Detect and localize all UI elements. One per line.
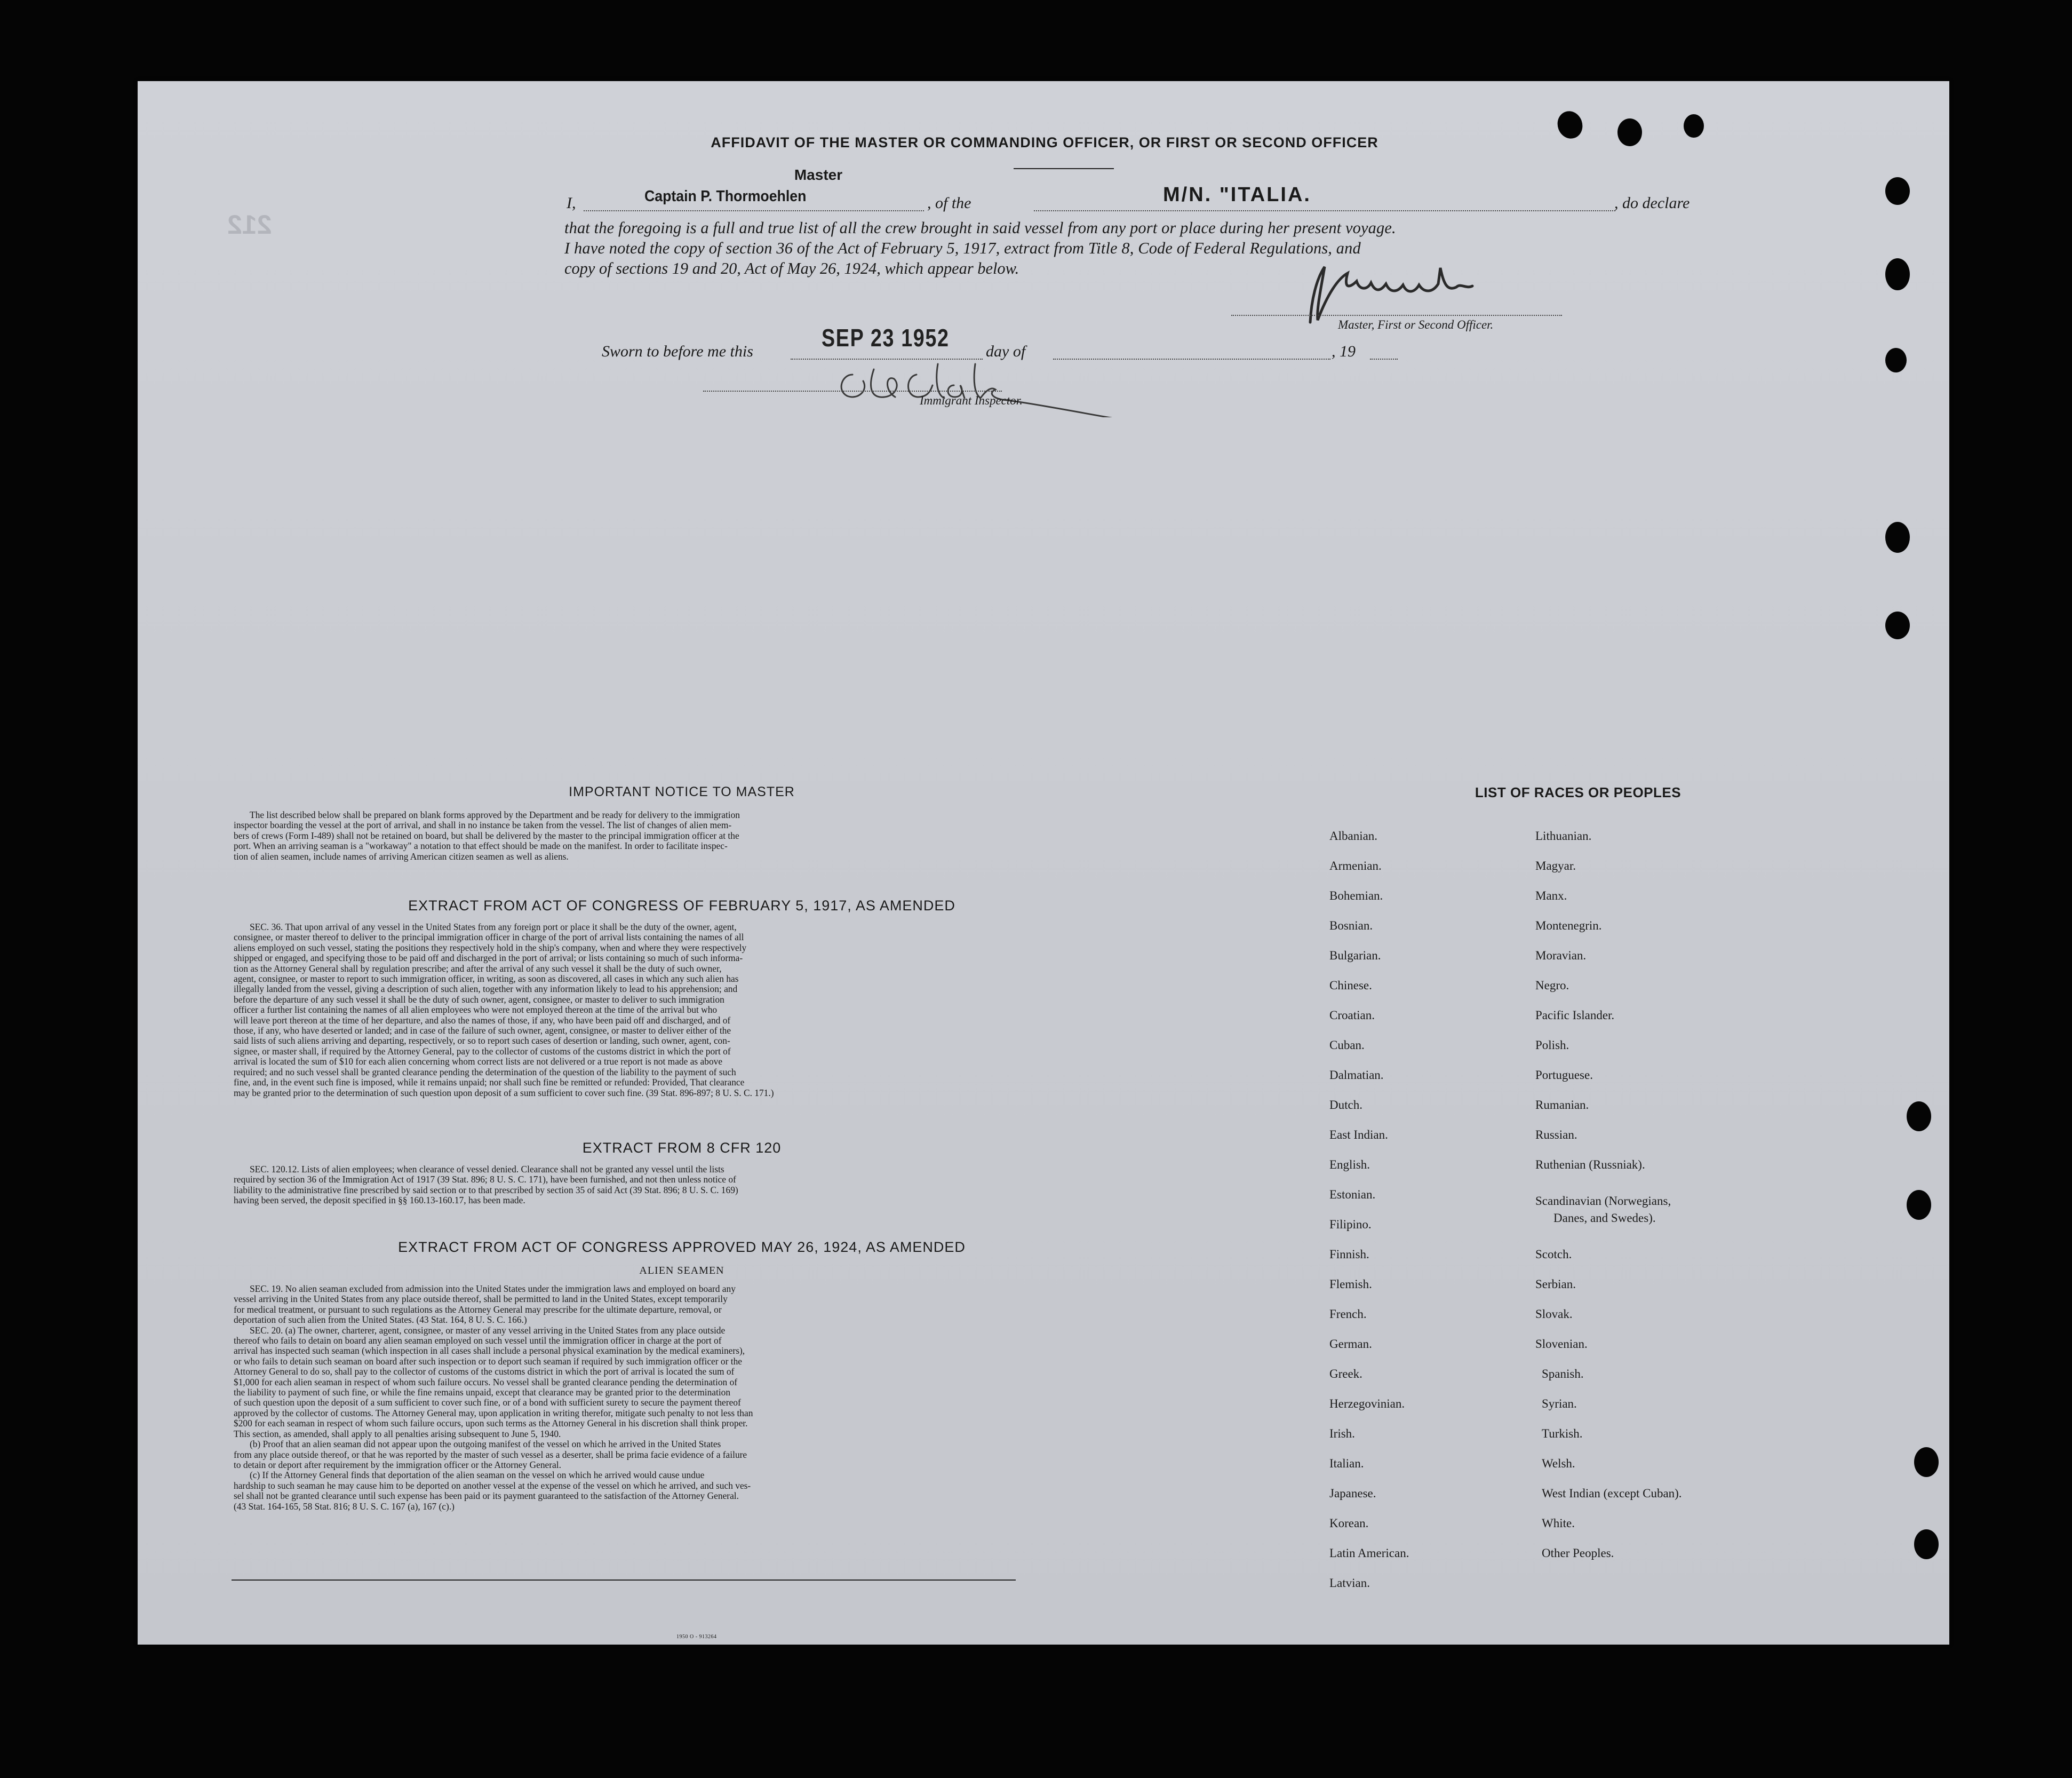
race-item: Welsh. bbox=[1542, 1457, 1575, 1470]
extract-1917-line: agent, consignee, or master to report to such immigration officer, in writing, as soon as discovered, all cases in which any such alien has bbox=[234, 973, 739, 985]
punch-hole bbox=[1617, 118, 1642, 146]
cfr-line: liability to the administrative fine prescribed by said section or to that prescribed by section 35 of said Act (39 Stat. 896; 8 U. S. C. 169) bbox=[234, 1184, 738, 1195]
extract-1917-line: said lists of such aliens arriving and departing, respectively, or so to report such cases of desertion or landing, such owner, agent, con- bbox=[234, 1035, 730, 1046]
extract-1924-line: (43 Stat. 164-165, 58 Stat. 816; 8 U. S. C. 167 (a), 167 (c).) bbox=[234, 1501, 455, 1512]
race-item: Moravian. bbox=[1535, 949, 1587, 962]
race-item: Finnish. bbox=[1329, 1248, 1369, 1261]
race-item: Polish. bbox=[1535, 1038, 1569, 1052]
race-item: West Indian (except Cuban). bbox=[1542, 1487, 1682, 1500]
race-item: Turkish. bbox=[1542, 1427, 1583, 1440]
race-item: Cuban. bbox=[1329, 1038, 1365, 1052]
race-item: Dutch. bbox=[1329, 1098, 1362, 1112]
notice-line: tion of alien seamen, include names of arriving American citizen seamen as well as aliens. bbox=[234, 851, 569, 862]
race-item: Estonian. bbox=[1329, 1188, 1376, 1201]
sworn-label: Sworn to before me this bbox=[602, 343, 753, 360]
extract-1917-line: tion as the Attorney General shall by regulation prescribe; and after the arrival of any such vessel it shall be the duty of such owner, bbox=[234, 963, 722, 974]
punch-hole bbox=[1684, 114, 1704, 138]
race-item: French. bbox=[1329, 1307, 1367, 1321]
race-item: Bosnian. bbox=[1329, 919, 1373, 932]
race-item: Filipino. bbox=[1329, 1218, 1372, 1231]
race-item: Ruthenian (Russniak). bbox=[1535, 1158, 1645, 1171]
race-item: Japanese. bbox=[1329, 1487, 1376, 1500]
punch-hole bbox=[1914, 1529, 1939, 1559]
extract-1917-line: will leave port thereon at the time of her departure, and also the names of those, if any, who have been paid off and discharged, and of bbox=[234, 1014, 731, 1026]
race-item: Serbian. bbox=[1535, 1277, 1576, 1291]
race-item: Scotch. bbox=[1535, 1248, 1572, 1261]
race-item: Negro. bbox=[1535, 979, 1569, 992]
extract-1924-line: SEC. 19. No alien seaman excluded from admission into the United States under the immigration laws and employed on board any bbox=[250, 1283, 736, 1294]
notice-title: IMPORTANT NOTICE TO MASTER bbox=[569, 784, 795, 799]
notice-line: bers of crews (Form I-489) shall not be retained on board, but shall be delivered by the master to the principal immigration officer at the bbox=[234, 830, 739, 841]
notice-line: inspector boarding the vessel at the port of arrival, and shall in no instance be taken from the vessel. The list of changes of alien mem- bbox=[234, 820, 732, 831]
race-item: Slovenian. bbox=[1535, 1337, 1588, 1351]
cfr-line: SEC. 120.12. Lists of alien employees; when clearance of vessel denied. Clearance shall not be granted any vessel until the lists bbox=[250, 1164, 724, 1174]
extract-1917-line: those, if any, who have deserted or landed; and in case of the failure of such owner, agent, consignee, or master to deliver either of the bbox=[234, 1025, 731, 1036]
extract-1924-line: This section, as amended, shall apply to all penalties arising subsequent to June 5, 1940. bbox=[234, 1428, 561, 1439]
race-item: Russian. bbox=[1535, 1128, 1577, 1141]
extract-1924-line: SEC. 20. (a) The owner, charterer, agent, consignee, or master of any vessel arriving in the United States from any place outside bbox=[250, 1324, 726, 1336]
master-signature bbox=[1301, 257, 1674, 327]
race-item: Manx. bbox=[1535, 889, 1567, 902]
race-item: Chinese. bbox=[1329, 979, 1372, 992]
race-item: Pacific Islander. bbox=[1535, 1009, 1615, 1022]
race-item: Latvian. bbox=[1329, 1576, 1370, 1590]
document-page bbox=[138, 81, 1949, 1645]
print-footnote: 1950 O - 913264 bbox=[676, 1634, 717, 1640]
race-item: Portuguese. bbox=[1535, 1068, 1593, 1082]
race-item: Albanian. bbox=[1329, 829, 1378, 843]
extract-1924-line: for medical treatment, or pursuant to such regulations as the Attorney General may prescribe for the ultimate departure, removal, or bbox=[234, 1304, 722, 1315]
race-item: Bohemian. bbox=[1329, 889, 1383, 902]
affidavit-body-2: I have noted the copy of section 36 of the Act of February 5, 1917, extract from Title 8, Code of Federal Regulations, and bbox=[564, 239, 1361, 257]
race-item: German. bbox=[1329, 1337, 1372, 1351]
inspector-caption: Immigrant Inspector. bbox=[920, 394, 1023, 407]
extract-1917-line: officer a further list containing the names of all alien employees who were not employed thereon at the time of the arrival but who bbox=[234, 1004, 718, 1015]
punch-hole bbox=[1885, 258, 1910, 290]
race-item: East Indian. bbox=[1329, 1128, 1388, 1141]
race-item: Other Peoples. bbox=[1542, 1546, 1614, 1560]
vessel-name: M/N. "ITALIA. bbox=[1163, 184, 1311, 206]
extract-1924-line: (c) If the Attorney General finds that deportation of the alien seaman on the vessel on which he arrived would cause undue bbox=[250, 1470, 705, 1481]
extract-1924-line: $200 for each seaman in respect of whom such failure occurs, upon such terms as the Attorney General in his discretion shall think proper. bbox=[234, 1418, 748, 1429]
extract-1924-line: deportation of such alien from the United States. (43 Stat. 164, 8 U. S. C. 166.) bbox=[234, 1314, 527, 1325]
extract-1924-line: of such question upon the deposit of a sum sufficient to cover such fine, or of a bond with sufficient surety to secure the payment thereof bbox=[234, 1397, 741, 1408]
punch-hole bbox=[1885, 522, 1910, 553]
race-item: Rumanian. bbox=[1535, 1098, 1589, 1112]
extract-1924-line: arrival has inspected such seaman (which inspection in all cases shall include a personal physical examination by the medical examiners), bbox=[234, 1345, 745, 1356]
punch-hole bbox=[1885, 348, 1907, 372]
race-item: Latin American. bbox=[1329, 1546, 1409, 1560]
title-rule bbox=[1014, 168, 1114, 169]
extract-1924-line: hardship to such seaman he may cause him to be deported on another vessel at the expense of the vessel on which he arrived, and such ves- bbox=[234, 1480, 751, 1491]
race-item: Italian. bbox=[1329, 1457, 1364, 1470]
signature-line bbox=[1231, 315, 1562, 316]
race-item: Magyar. bbox=[1535, 859, 1576, 872]
race-item: Scandinavian (Norwegians, bbox=[1535, 1194, 1671, 1208]
race-item: Bulgarian. bbox=[1329, 949, 1381, 962]
extract-1924-subtitle: ALIEN SEAMEN bbox=[639, 1265, 724, 1276]
extract-1924-line: thereof who fails to detain on board any alien seaman employed on such vessel until the immigration officer in charge at the port of bbox=[234, 1335, 722, 1346]
notice-body bbox=[234, 810, 1141, 862]
cfr-title: EXTRACT FROM 8 CFR 120 bbox=[582, 1140, 782, 1156]
extract-1924-line: sel shall not be granted clearance until such expense has been paid or its payment guaranteed to the satisfaction of the Attorney General. bbox=[234, 1490, 739, 1502]
punch-hole bbox=[1885, 177, 1910, 205]
officer-rank: Master bbox=[794, 166, 843, 183]
extract-1924-line: or who fails to detain such seaman on board after such inspection or to deport such seaman if required by such immigration officer or the bbox=[234, 1355, 742, 1367]
race-item: Herzegovinian. bbox=[1329, 1397, 1405, 1410]
race-item: Syrian. bbox=[1542, 1397, 1577, 1410]
officer-name-line bbox=[584, 210, 924, 211]
extract-1917-line: consignee, or master thereof to deliver to the principal immigration officer in charge of the port of arrival lists containing the names of all bbox=[234, 932, 744, 943]
race-item: Dalmatian. bbox=[1329, 1068, 1384, 1082]
punch-hole bbox=[1907, 1101, 1931, 1131]
punch-hole bbox=[1914, 1447, 1939, 1477]
affidavit-body-3: copy of sections 19 and 20, Act of May 26, 1924, which appear below. bbox=[564, 259, 1019, 277]
punch-hole bbox=[1907, 1190, 1931, 1220]
cfr-line: having been served, the deposit specified in §§ 160.13-160.17, has been made. bbox=[234, 1195, 525, 1206]
extract-1924-line: (b) Proof that an alien seaman did not appear upon the outgoing manifest of the vessel on which he arrived in the United States bbox=[250, 1439, 721, 1450]
extract-1924-body bbox=[234, 1284, 1141, 1512]
extract-1917-line: arrival is located the sum of $10 for each alien concerning whom correct lists are not delivered or a true report is not made as above bbox=[234, 1056, 723, 1067]
extract-1917-line: fine, and, in the event such fine is imposed, while it remains unpaid; nor shall such fine be remitted or refunded: Provided, That clearance bbox=[234, 1077, 745, 1088]
inspector-signature bbox=[826, 353, 1253, 417]
extract-1917-line: aliens employed on such vessel, stating the positions they respectively hold in the ship's company, when and where they were respectively bbox=[234, 942, 747, 953]
bleed-through-number: 212 bbox=[227, 210, 272, 240]
notice-line: port. When an arriving seaman is a "workaway" a notation to that effect should be made on the manifest. In order to facilitate inspec- bbox=[234, 840, 728, 852]
affidavit-title: AFFIDAVIT OF THE MASTER OR COMMANDING OFFICER, OR FIRST OR SECOND OFFICER bbox=[711, 134, 1378, 150]
extract-1924-line: from any place outside thereof, or that he was reported by the master of such vessel as a deserter, shall be prima facie evidence of a failure bbox=[234, 1449, 747, 1460]
race-item: White. bbox=[1542, 1517, 1575, 1530]
race-item: Korean. bbox=[1329, 1517, 1369, 1530]
do-declare: , do declare bbox=[1614, 194, 1690, 212]
extract-1924-title: EXTRACT FROM ACT OF CONGRESS APPROVED MAY 26, 1924, AS AMENDED bbox=[398, 1239, 966, 1255]
race-item: Danes, and Swedes). bbox=[1553, 1211, 1656, 1225]
inspector-line bbox=[703, 391, 1002, 392]
race-item: Spanish. bbox=[1542, 1367, 1584, 1380]
extract-1917-line: may be granted prior to the determination of such question upon deposit of a sum sufficient to cover such fine. (39 Stat. 896-897; 8 U. S. C. 171.) bbox=[234, 1087, 774, 1098]
race-item: English. bbox=[1329, 1158, 1370, 1171]
race-item: Lithuanian. bbox=[1535, 829, 1592, 843]
affidavit-of-the: , of the bbox=[927, 194, 971, 212]
extract-1924-line: Attorney General to do so, shall pay to the collector of customs of the customs district in which the port of arrival is located the sum of bbox=[234, 1366, 735, 1377]
races-title: LIST OF RACES OR PEOPLES bbox=[1475, 784, 1681, 800]
bottom-rule bbox=[232, 1579, 1016, 1581]
extract-1917-line: before the departure of any such vessel it shall be the duty of such owner, agent, consignee, or master to deliver to such immigration bbox=[234, 994, 724, 1005]
cfr-line: required by section 36 of the Immigration Act of 1917 (39 Stat. 896; 8 U. S. C. 171), have been furnished, and not then unless notice of bbox=[234, 1174, 736, 1185]
signature-caption: Master, First or Second Officer. bbox=[1338, 318, 1494, 331]
extract-1917-body bbox=[234, 922, 1141, 1098]
extract-1924-line: approved by the collector of customs. The Attorney General may, upon application in writing therefor, mitigate such penalty to not less than bbox=[234, 1407, 753, 1418]
extract-1924-line: vessel arriving in the United States from any place outside thereof, shall be permitted to land in the United States, except temporarily bbox=[234, 1293, 728, 1305]
race-item: Slovak. bbox=[1535, 1307, 1573, 1321]
punch-hole bbox=[1885, 612, 1910, 639]
year-label: , 19 bbox=[1332, 343, 1356, 360]
vessel-line bbox=[1034, 210, 1615, 211]
race-item: Irish. bbox=[1329, 1427, 1355, 1440]
race-item: Flemish. bbox=[1329, 1277, 1372, 1291]
extract-1917-title: EXTRACT FROM ACT OF CONGRESS OF FEBRUARY 5, 1917, AS AMENDED bbox=[408, 898, 955, 914]
extract-1924-line: the liability to payment of such fine, or while the fine remains unpaid, except that clearance may be granted prior to the determination bbox=[234, 1387, 731, 1398]
race-item: Croatian. bbox=[1329, 1009, 1375, 1022]
extract-1924-line: to detain or deport after requirement by the immigration officer or the Attorney General. bbox=[234, 1459, 561, 1470]
race-item: Greek. bbox=[1329, 1367, 1362, 1380]
sworn-date-stamp: SEP 23 1952 bbox=[822, 324, 950, 352]
extract-1917-line: signee, or master shall, if required by the Attorney General, pay to the collector of customs of the customs district in which the port of bbox=[234, 1045, 731, 1057]
notice-line: The list described below shall be prepared on blank forms approved by the Department and be ready for delivery to the immigration bbox=[250, 809, 740, 820]
officer-name: Captain P. Thormoehlen bbox=[644, 188, 807, 205]
cfr-body bbox=[234, 1164, 1141, 1206]
extract-1917-line: shipped or engaged, and specifying those to be paid off and discharged in the port of arrival; or lists containing so much of such informa- bbox=[234, 952, 743, 964]
affidavit-body-1: that the foregoing is a full and true list of all the crew brought in said vessel from any port or place during her present voyage. bbox=[564, 219, 1396, 237]
extract-1917-line: SEC. 36. That upon arrival of any vessel in the United States from any foreign port or place it shall be the duty of the owner, agent, bbox=[250, 922, 737, 932]
day-of-label: day of bbox=[986, 343, 1026, 360]
race-item: Montenegrin. bbox=[1535, 919, 1602, 932]
extract-1917-line: required; and no such vessel shall be granted clearance pending the determination of the question of the liability to the payment of such bbox=[234, 1066, 736, 1077]
year-line bbox=[1370, 359, 1398, 360]
extract-1924-line: $1,000 for each alien seaman in respect of whom such failure occurs. No vessel shall be granted clearance pending the determination of bbox=[234, 1376, 738, 1387]
affidavit-i: I, bbox=[567, 194, 576, 212]
extract-1917-line: illegally landed from the vessel, giving a description of such alien, together with any information likely to lead to his apprehension; and bbox=[234, 983, 738, 995]
race-item: Armenian. bbox=[1329, 859, 1382, 872]
